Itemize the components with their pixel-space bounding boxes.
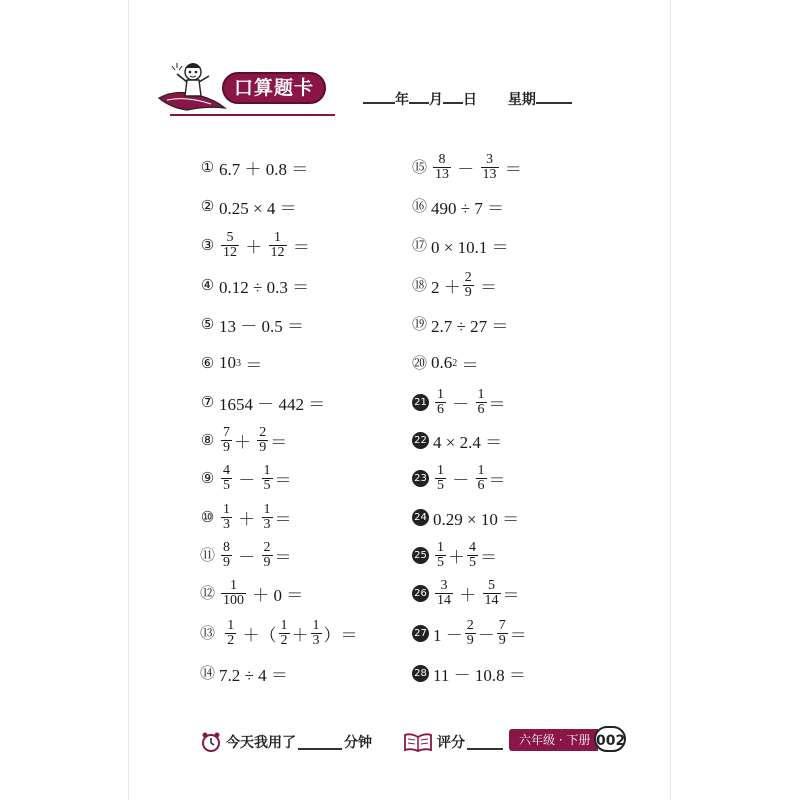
fraction bbox=[481, 153, 499, 182]
year-label: 年 bbox=[395, 92, 409, 108]
numerator: 1 bbox=[227, 617, 235, 633]
day-label: 日 bbox=[463, 92, 477, 108]
expression-text: 490 ÷ 7 ＝ bbox=[431, 198, 505, 218]
numerator: 3 bbox=[486, 151, 493, 167]
fraction bbox=[221, 426, 232, 455]
denominator: 13 bbox=[435, 166, 449, 182]
problem-expression bbox=[431, 153, 522, 182]
problem-number: ④ bbox=[200, 275, 215, 294]
fraction bbox=[497, 619, 508, 648]
problem-19 bbox=[412, 309, 508, 339]
time-blank bbox=[298, 734, 342, 750]
problem-number: ⑧ bbox=[200, 430, 215, 449]
denominator: 5 bbox=[469, 554, 476, 570]
denominator: 3 bbox=[223, 516, 230, 532]
numerator: 1 bbox=[263, 462, 271, 478]
fraction bbox=[463, 271, 474, 300]
denominator: 13 bbox=[482, 166, 497, 182]
problem-5 bbox=[200, 309, 304, 339]
expression-text: 2 ＋ bbox=[431, 277, 461, 297]
numerator: 1 bbox=[280, 617, 288, 633]
problem-number: 23 bbox=[412, 470, 429, 487]
fraction bbox=[483, 579, 501, 608]
problem-expression bbox=[431, 194, 504, 219]
numerator: 4 bbox=[223, 462, 230, 478]
numerator: 1 bbox=[477, 386, 485, 402]
numerator: 1 bbox=[223, 501, 230, 517]
expression-text: ＝ bbox=[274, 470, 292, 490]
denominator: 14 bbox=[437, 592, 451, 608]
problem-7 bbox=[200, 387, 325, 417]
expression-text: － bbox=[448, 470, 474, 490]
page-number: 002 bbox=[594, 726, 626, 752]
problem-number: 27 bbox=[412, 625, 429, 642]
problem-expression bbox=[433, 541, 497, 570]
problem-number: ⑪ bbox=[200, 545, 216, 564]
expression-text: 0.29 × 10 ＝ bbox=[433, 509, 520, 529]
problem-17 bbox=[412, 230, 509, 260]
problem-8 bbox=[200, 425, 287, 455]
problem-10 bbox=[200, 502, 292, 532]
fraction bbox=[465, 619, 476, 648]
problem-expression bbox=[433, 579, 520, 608]
expression-text: － bbox=[453, 159, 479, 179]
denominator: 14 bbox=[484, 592, 499, 608]
fraction bbox=[221, 541, 232, 570]
expression-text: 0.25 × 4 ＝ bbox=[219, 198, 297, 218]
problem-3 bbox=[200, 230, 310, 260]
numerator: 3 bbox=[440, 577, 448, 593]
expression-text: － bbox=[448, 394, 474, 414]
exponent: 3 bbox=[236, 357, 241, 369]
numerator: 8 bbox=[223, 539, 230, 555]
problem-expression bbox=[219, 273, 309, 298]
problem-2 bbox=[200, 191, 297, 221]
problem-23 bbox=[412, 463, 506, 493]
problem-expression bbox=[219, 503, 292, 532]
expression-text: ＝ bbox=[480, 547, 497, 567]
problem-expression bbox=[219, 426, 287, 455]
month-blank bbox=[409, 88, 429, 104]
expression-text: － bbox=[477, 625, 495, 645]
problem-16 bbox=[412, 191, 504, 221]
time-used bbox=[200, 731, 372, 753]
problem-number: ⑰ bbox=[412, 235, 428, 254]
date-line bbox=[363, 88, 572, 109]
problem-1 bbox=[200, 152, 308, 182]
expression-text: ＋ bbox=[455, 585, 481, 605]
denominator: 5 bbox=[223, 477, 230, 493]
grade-badge: 六年级 · 下册 bbox=[509, 729, 598, 751]
month-label: 月 bbox=[429, 92, 443, 108]
denominator: 12 bbox=[270, 244, 285, 260]
problem-expression bbox=[431, 312, 508, 337]
problem-expression bbox=[431, 233, 509, 258]
problem-expression bbox=[219, 661, 288, 686]
expression-text: 4 × 2.4 ＝ bbox=[433, 432, 503, 452]
expression-text: ＝ bbox=[509, 625, 527, 645]
denominator: 9 bbox=[466, 632, 474, 648]
expression-text: 10 bbox=[219, 353, 236, 372]
problem-expression bbox=[433, 464, 506, 493]
numerator: 4 bbox=[469, 539, 476, 555]
denominator: 5 bbox=[263, 477, 271, 493]
denominator: 3 bbox=[312, 632, 320, 648]
problem-9 bbox=[200, 463, 292, 493]
denominator: 100 bbox=[223, 592, 244, 608]
numerator: 1 bbox=[437, 386, 444, 402]
numerator: 1 bbox=[274, 229, 281, 245]
problem-number: 28 bbox=[412, 665, 429, 682]
fraction bbox=[311, 619, 322, 648]
problem-expression bbox=[219, 464, 292, 493]
expression-text: － bbox=[234, 470, 260, 490]
problem-expression bbox=[433, 428, 502, 453]
problem-expression bbox=[219, 541, 292, 570]
expression-text bbox=[219, 623, 223, 643]
problem-expression bbox=[433, 505, 519, 530]
title-badge: 口算题卡 bbox=[222, 72, 326, 104]
expression-text: ＋（ bbox=[238, 625, 277, 645]
open-book-icon bbox=[403, 731, 433, 753]
denominator: 9 bbox=[223, 439, 230, 455]
expression-text: 2.7 ÷ 27 ＝ bbox=[431, 316, 509, 336]
fraction bbox=[435, 579, 453, 608]
problem-6 bbox=[200, 348, 262, 378]
expression-text: ＝ bbox=[502, 585, 520, 605]
denominator: 3 bbox=[263, 516, 271, 532]
numerator: 7 bbox=[498, 617, 506, 633]
problem-14 bbox=[200, 658, 288, 688]
problem-number: ⑯ bbox=[412, 196, 428, 215]
problem-expression bbox=[219, 619, 358, 648]
fraction bbox=[262, 503, 273, 532]
numerator: 2 bbox=[464, 269, 472, 285]
problem-expression bbox=[219, 312, 304, 337]
fraction bbox=[221, 231, 239, 260]
fraction bbox=[435, 388, 446, 417]
problem-expression bbox=[219, 351, 262, 376]
problem-number: 24 bbox=[412, 509, 429, 526]
problem-expression bbox=[219, 194, 297, 219]
problem-number: ⑫ bbox=[200, 583, 216, 602]
problem-number: ⑳ bbox=[412, 353, 428, 372]
numerator: 2 bbox=[263, 539, 271, 555]
expression-text: ＝ bbox=[500, 159, 522, 179]
expression-text: ＝ bbox=[488, 470, 506, 490]
problem-expression bbox=[219, 231, 310, 260]
numerator: 5 bbox=[488, 577, 495, 593]
denominator: 9 bbox=[223, 554, 230, 570]
score-blank bbox=[467, 734, 503, 750]
title-underline bbox=[170, 114, 335, 116]
expression-text: 1 － bbox=[433, 625, 463, 645]
problem-number: ② bbox=[200, 196, 215, 215]
expression-text: 0 × 10.1 ＝ bbox=[431, 237, 509, 257]
numerator: 7 bbox=[223, 424, 230, 440]
denominator: 2 bbox=[280, 632, 288, 648]
problem-24 bbox=[412, 502, 519, 532]
denominator: 9 bbox=[259, 439, 267, 455]
expression-text: ＝ bbox=[274, 509, 292, 529]
problem-number: ⑱ bbox=[412, 275, 428, 294]
problem-28 bbox=[412, 658, 526, 688]
problem-number: ⑲ bbox=[412, 314, 428, 333]
day-blank bbox=[443, 88, 463, 104]
problem-15 bbox=[412, 152, 522, 182]
problem-number: ① bbox=[200, 157, 215, 176]
expression-text: ＝ bbox=[241, 355, 263, 375]
weekday-blank bbox=[536, 88, 572, 104]
numerator: 1 bbox=[437, 462, 444, 478]
weekday-label: 星期 bbox=[507, 92, 536, 108]
fraction bbox=[221, 503, 232, 532]
numerator: 1 bbox=[312, 617, 320, 633]
expression-text: ＝ bbox=[457, 355, 479, 375]
fraction bbox=[257, 426, 268, 455]
fraction bbox=[435, 541, 446, 570]
problem-27 bbox=[412, 618, 527, 648]
expression-text: ）＝ bbox=[323, 625, 358, 645]
denominator: 5 bbox=[437, 554, 444, 570]
numerator: 2 bbox=[259, 424, 267, 440]
expression-text: ＋ bbox=[241, 237, 267, 257]
numerator: 1 bbox=[263, 501, 271, 517]
problem-expression bbox=[431, 271, 497, 300]
problem-number: ⑨ bbox=[200, 468, 215, 487]
expression-text: 13 － 0.5 ＝ bbox=[219, 316, 304, 336]
denominator: 9 bbox=[464, 284, 472, 300]
boy-on-carpet-icon bbox=[157, 58, 229, 114]
numerator: 5 bbox=[226, 229, 234, 245]
expression-text: 11 － 10.8 ＝ bbox=[433, 665, 526, 685]
expression-text: ＋ bbox=[291, 625, 309, 645]
expression-text: ＝ bbox=[274, 547, 292, 567]
expression-text: 0.6 bbox=[431, 353, 453, 372]
denominator: 5 bbox=[437, 477, 444, 493]
problem-4 bbox=[200, 270, 309, 300]
expression-text: ＝ bbox=[270, 432, 288, 452]
problem-22 bbox=[412, 425, 502, 455]
expression-text: － bbox=[234, 547, 260, 567]
alarm-clock-icon bbox=[200, 731, 222, 753]
expression-text: 0.12 ÷ 0.3 ＝ bbox=[219, 277, 310, 297]
problem-number: ⑦ bbox=[200, 392, 215, 411]
numerator: 1 bbox=[230, 577, 237, 593]
numerator: 1 bbox=[437, 539, 444, 555]
problem-25 bbox=[412, 540, 497, 570]
problem-26 bbox=[412, 578, 520, 608]
score-label: 评分 bbox=[437, 735, 465, 751]
fraction bbox=[262, 541, 273, 570]
problem-18 bbox=[412, 270, 497, 300]
numerator: 2 bbox=[466, 617, 474, 633]
problem-number: ③ bbox=[200, 235, 215, 254]
expression-text: ＋ 0 ＝ bbox=[248, 585, 304, 605]
denominator: 2 bbox=[227, 632, 235, 648]
expression-text: ＝ bbox=[488, 394, 506, 414]
problem-20 bbox=[412, 348, 479, 378]
fraction bbox=[225, 619, 236, 648]
problem-number: ⑩ bbox=[200, 507, 215, 526]
problem-12 bbox=[200, 578, 303, 608]
denominator: 9 bbox=[498, 632, 506, 648]
problem-number: 26 bbox=[412, 585, 429, 602]
denominator: 12 bbox=[223, 244, 237, 260]
numerator: 8 bbox=[438, 151, 446, 167]
year-blank bbox=[363, 88, 395, 104]
problem-expression bbox=[431, 351, 479, 376]
problem-number: ⑥ bbox=[200, 353, 215, 372]
problem-expression bbox=[219, 390, 325, 415]
exponent: 2 bbox=[452, 357, 458, 369]
problem-expression bbox=[433, 388, 506, 417]
fraction bbox=[467, 541, 478, 570]
problem-number: 25 bbox=[412, 547, 429, 564]
problem-number: 22 bbox=[412, 432, 429, 449]
denominator: 9 bbox=[263, 554, 271, 570]
problem-expression bbox=[433, 619, 527, 648]
problem-13 bbox=[200, 618, 358, 648]
denominator: 6 bbox=[477, 401, 485, 417]
fraction bbox=[269, 231, 287, 260]
problem-number: ⑭ bbox=[200, 663, 216, 682]
denominator: 6 bbox=[477, 477, 485, 493]
problem-expression bbox=[433, 661, 526, 686]
fraction bbox=[476, 388, 487, 417]
expression-text: ＝ bbox=[475, 277, 497, 297]
denominator: 6 bbox=[437, 401, 444, 417]
fraction bbox=[476, 464, 487, 493]
problem-number: ⑬ bbox=[200, 623, 216, 642]
expression-text: ＋ bbox=[234, 432, 256, 452]
fraction bbox=[435, 464, 446, 493]
problem-21 bbox=[412, 387, 506, 417]
expression-text: ＝ bbox=[288, 237, 310, 257]
fraction bbox=[262, 464, 273, 493]
numerator: 1 bbox=[477, 462, 485, 478]
expression-text: 6.7 ＋ 0.8 ＝ bbox=[219, 159, 309, 179]
problem-expression bbox=[219, 579, 303, 608]
expression-text: 1654 － 442 ＝ bbox=[219, 394, 326, 414]
time-label: 今天我用了 bbox=[226, 735, 296, 751]
problem-11 bbox=[200, 540, 292, 570]
problem-expression bbox=[219, 155, 308, 180]
fraction bbox=[221, 464, 232, 493]
expression-text: ＋ bbox=[234, 509, 260, 529]
fraction bbox=[433, 153, 451, 182]
problem-number: ⑤ bbox=[200, 314, 215, 333]
time-unit: 分钟 bbox=[344, 735, 372, 751]
fraction bbox=[221, 579, 246, 608]
problem-number: 21 bbox=[412, 394, 429, 411]
fraction bbox=[279, 619, 290, 648]
score bbox=[403, 731, 503, 753]
problem-number: ⑮ bbox=[412, 157, 428, 176]
expression-text: ＋ bbox=[448, 547, 465, 567]
expression-text: 7.2 ÷ 4 ＝ bbox=[219, 665, 288, 685]
